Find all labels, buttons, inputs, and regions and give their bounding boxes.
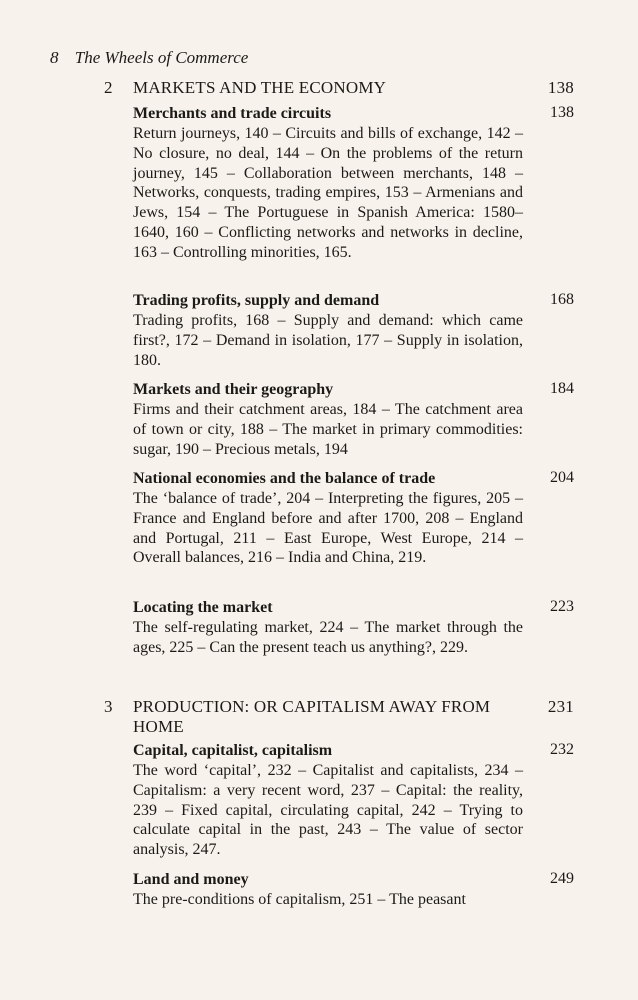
running-header xyxy=(50,48,248,68)
section-heading: Merchants and trade circuits xyxy=(133,105,332,122)
chapter-page: 231 xyxy=(547,697,574,716)
section-contents: Trading profits, 168 – Supply and demand: which came first?, 172 – Demand in isolation, 177 – Supply in isolation, 180. xyxy=(133,312,523,369)
page-number: 8 xyxy=(50,48,59,67)
toc-section xyxy=(133,104,574,263)
section-contents: The self-regulating market, 224 – The market through the ages, 225 – Can the present teach us anything?, 229. xyxy=(133,619,523,656)
section-page: 249 xyxy=(550,870,574,887)
toc-section xyxy=(133,291,574,370)
toc-section xyxy=(133,870,574,910)
toc-section xyxy=(133,380,574,459)
section-contents: Return journeys, 140 – Circuits and bills of exchange, 142 – No closure, no deal, 144 – On the problems of the return journey, 145 – Collaboration between merchants, 148 – Networks, conquests, trading empires, 153 – Armenians and Jews, 154 – The Portuguese in Spanish America: 1580–1640, 160 – Conflicting networks and networks in decline, 163 – Controlling minorities, 165. xyxy=(133,125,523,261)
chapter-title: MARKETS AND THE ECONOMY xyxy=(133,78,387,97)
section-page: 223 xyxy=(550,598,574,615)
toc-section xyxy=(133,598,574,658)
section-heading: Locating the market xyxy=(133,599,273,616)
section-heading: Land and money xyxy=(133,871,249,888)
chapter-2 xyxy=(104,78,574,98)
chapter-page: 138 xyxy=(547,78,574,97)
section-contents: Firms and their catchment areas, 184 – The catchment area of town or city, 188 – The market in primary commodities: sugar, 190 – Precious metals, 194 xyxy=(133,401,523,458)
chapter-number: 3 xyxy=(104,697,113,716)
chapter-3 xyxy=(104,697,574,737)
section-contents: The word ‘capital’, 232 – Capitalist and capitalists, 234 – Capitalism: a very recent word, 237 – Capital: the reality, 239 – Fixed capital, circulating capital, 242 – Trying to calculate capital in the past, 243 – The value of sector analysis, 247. xyxy=(133,762,523,859)
section-page: 138 xyxy=(550,104,574,121)
running-title: The Wheels of Commerce xyxy=(74,48,249,67)
section-page: 168 xyxy=(550,291,574,308)
section-contents: The pre-conditions of capitalism, 251 – The peasant xyxy=(133,891,466,908)
section-page: 232 xyxy=(550,741,574,758)
section-heading: National economies and the balance of trade xyxy=(133,470,436,487)
section-page: 204 xyxy=(550,469,574,486)
section-heading: Trading profits, supply and demand xyxy=(133,292,380,309)
toc-section xyxy=(133,469,574,568)
section-heading: Capital, capitalist, capitalism xyxy=(133,742,333,759)
section-heading: Markets and their geography xyxy=(133,381,334,398)
section-page: 184 xyxy=(550,380,574,397)
section-contents: The ‘balance of trade’, 204 – Interpreting the figures, 205 – France and England before and after 1700, 208 – England and Portugal, 211 – East Europe, West Europe, 214 – Overall balances, 216 – India and China, 219. xyxy=(133,490,523,567)
chapter-number: 2 xyxy=(104,78,113,97)
toc-section xyxy=(133,741,574,860)
chapter-title: PRODUCTION: OR CAPITALISM AWAY FROM HOME xyxy=(133,697,491,736)
